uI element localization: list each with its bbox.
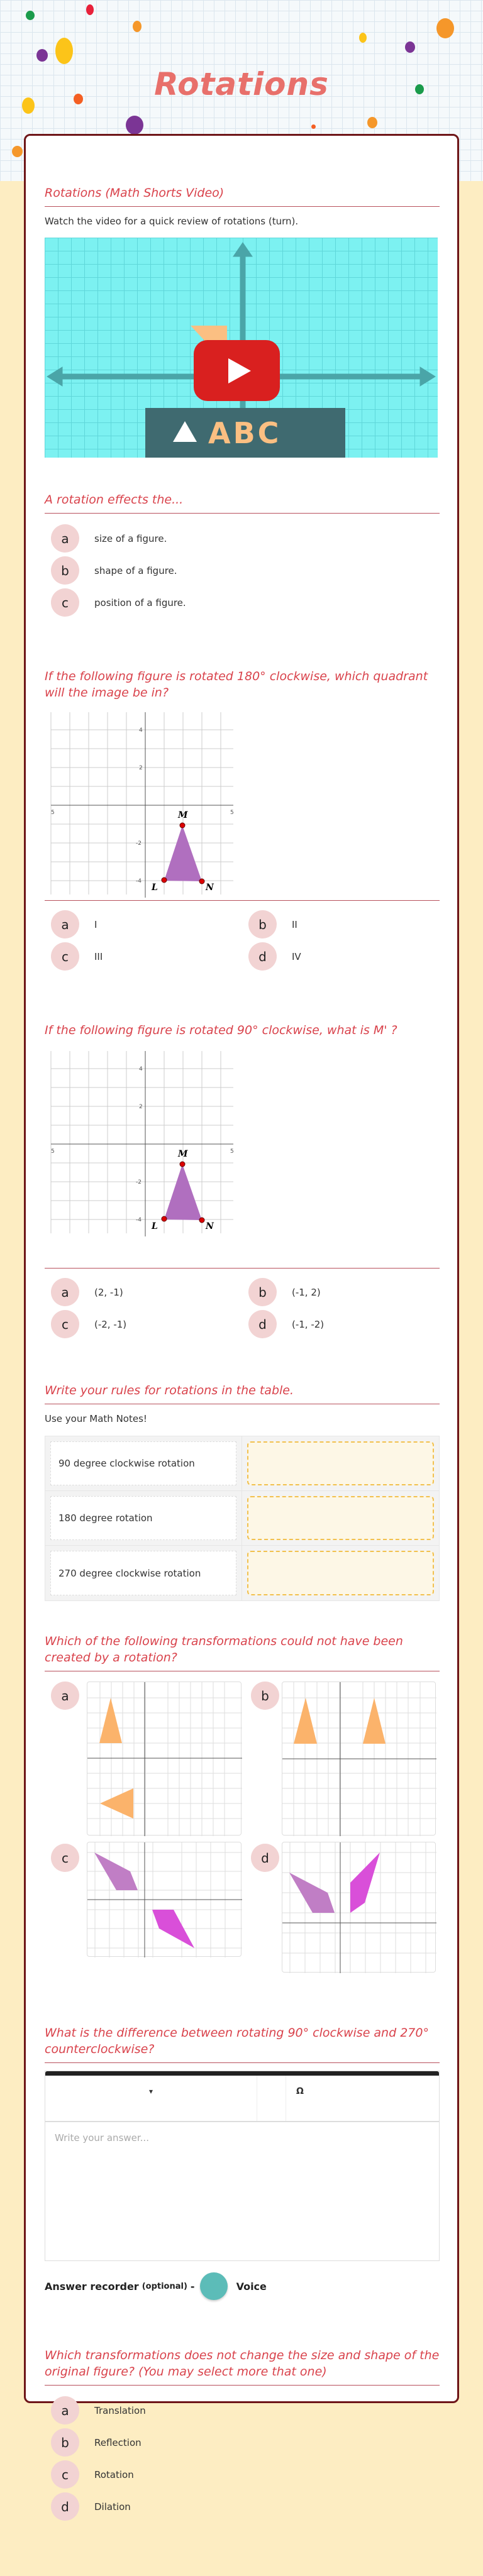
svg-text:M: M xyxy=(178,810,188,820)
table-row xyxy=(45,1546,439,1600)
chevron-down-icon: ▾ xyxy=(148,2087,153,2096)
video-thumbnail[interactable] xyxy=(45,238,438,458)
answer-option-b[interactable] xyxy=(45,554,440,586)
option-text: Translation xyxy=(94,2404,146,2416)
option-text: Dilation xyxy=(94,2501,131,2513)
rules-table xyxy=(45,1436,440,1601)
option-letter: c xyxy=(51,942,79,971)
option-letter: a xyxy=(51,1278,79,1306)
toolbar-spacer xyxy=(257,2076,286,2121)
recorder-label: Answer recorder xyxy=(45,2280,139,2293)
option-text: shape of a figure. xyxy=(94,564,177,576)
option-letter: b xyxy=(51,556,79,585)
divider xyxy=(45,1268,440,1269)
rule-answer-input[interactable] xyxy=(247,1551,434,1595)
svg-text:N: N xyxy=(206,1221,214,1231)
divider xyxy=(45,2062,440,2063)
svg-text:L: L xyxy=(152,883,158,893)
answer-option-d[interactable] xyxy=(242,940,440,972)
question-1 xyxy=(45,492,440,619)
answer-option-a[interactable] xyxy=(45,2394,440,2426)
answer-option-b[interactable] xyxy=(45,2426,440,2458)
svg-text:4: 4 xyxy=(139,1066,143,1072)
answer-option-c[interactable] xyxy=(45,2458,440,2491)
video-section xyxy=(45,185,440,227)
question-4 xyxy=(45,1382,440,1601)
answer-option-a[interactable] xyxy=(45,908,242,940)
question-5 xyxy=(45,1633,440,2008)
voice-label: Voice xyxy=(236,2280,267,2293)
recorder-dash: - xyxy=(190,2280,195,2293)
option-letter-a[interactable]: a xyxy=(51,1682,79,1710)
paint-splat xyxy=(55,38,73,64)
question-title: What is the difference between rotating 90° clockwise and 270° counterclockwise? xyxy=(45,2026,429,2056)
option-letter: a xyxy=(51,2396,79,2425)
svg-text:5: 5 xyxy=(51,810,55,816)
question-title: Write your rules for rotations in the table. xyxy=(45,1384,294,1397)
svg-text:N: N xyxy=(206,883,214,893)
thumbnail-text: ABC xyxy=(208,416,282,450)
rule-answer-input[interactable] xyxy=(247,1441,434,1485)
rule-label: 180 degree rotation xyxy=(50,1496,236,1540)
paint-splat xyxy=(405,41,415,53)
option-letter: a xyxy=(51,524,79,553)
answer-textarea[interactable]: Write your answer... xyxy=(55,2132,149,2144)
option-text: III xyxy=(94,950,103,962)
answer-recorder xyxy=(45,2272,440,2300)
paint-splat xyxy=(133,21,142,32)
paint-splat xyxy=(367,117,377,128)
question-description: Use your Math Notes! xyxy=(45,1413,147,1424)
question-title: Which of the following transformations could not have been created by a rotation? xyxy=(45,1634,403,1665)
paint-splat xyxy=(311,124,316,129)
answer-option-d[interactable] xyxy=(242,1308,440,1340)
option-text: (2, -1) xyxy=(94,1286,123,1298)
svg-text:5: 5 xyxy=(230,810,234,816)
omega-icon: Ω xyxy=(296,2086,304,2096)
answer-option-c[interactable] xyxy=(45,940,242,972)
answer-editor xyxy=(45,2071,440,2261)
svg-text:5: 5 xyxy=(51,1148,55,1155)
option-letter: d xyxy=(248,1310,277,1338)
page-title: Rotations xyxy=(154,66,329,102)
svg-text:4: 4 xyxy=(139,727,143,734)
option-letter: b xyxy=(248,1278,277,1306)
divider xyxy=(45,900,440,901)
option-text: (-1, -2) xyxy=(292,1318,325,1330)
table-row xyxy=(45,1436,439,1491)
worksheet-card xyxy=(24,134,459,2514)
svg-text:M: M xyxy=(178,1149,188,1159)
svg-text:2: 2 xyxy=(139,765,143,771)
editor-toolbar xyxy=(45,2076,439,2122)
triangle-icon xyxy=(173,421,197,442)
paint-splat xyxy=(86,4,94,15)
rule-label: 270 degree clockwise rotation xyxy=(50,1551,236,1595)
option-text: Reflection xyxy=(94,2436,142,2448)
question-title: A rotation effects the... xyxy=(45,493,184,507)
option-text: size of a figure. xyxy=(94,532,167,544)
option-text: position of a figure. xyxy=(94,597,186,608)
option-text: (-1, 2) xyxy=(292,1286,321,1298)
paint-splat xyxy=(26,11,35,20)
option-letter: d xyxy=(248,942,277,971)
svg-text:5: 5 xyxy=(230,1148,234,1155)
question-2 xyxy=(45,668,440,972)
option-letter-b[interactable]: b xyxy=(251,1682,279,1710)
recorder-optional: (optional) xyxy=(142,2281,187,2291)
divider xyxy=(45,206,440,207)
option-letter: c xyxy=(51,1310,79,1338)
divider xyxy=(45,2385,440,2386)
svg-text:-4: -4 xyxy=(136,878,142,884)
option-letter: c xyxy=(51,2460,79,2489)
option-letter: b xyxy=(248,910,277,938)
answer-option-a[interactable] xyxy=(45,522,440,554)
svg-text:2: 2 xyxy=(139,1104,143,1110)
answer-option-d[interactable] xyxy=(45,2491,440,2523)
option-text: I xyxy=(94,918,97,930)
table-row xyxy=(45,1491,439,1546)
option-d-graph[interactable] xyxy=(282,1842,436,1973)
option-c-graph[interactable] xyxy=(87,1842,242,1957)
svg-text:-2: -2 xyxy=(136,1179,142,1186)
paint-splat xyxy=(126,116,143,135)
rule-label: 90 degree clockwise rotation xyxy=(50,1441,236,1485)
answer-option-c[interactable] xyxy=(45,1308,242,1340)
question-title: If the following figure is rotated 90° clockwise, what is M' ? xyxy=(45,1023,397,1037)
option-text: IV xyxy=(292,950,301,962)
youtube-play-icon[interactable] xyxy=(194,340,280,401)
voice-record-button[interactable] xyxy=(200,2272,228,2300)
rule-answer-input[interactable] xyxy=(247,1496,434,1540)
answer-option-b[interactable] xyxy=(242,1276,440,1308)
option-a-graph[interactable] xyxy=(87,1682,242,1836)
paint-splat xyxy=(359,33,367,43)
triangle-graph xyxy=(45,706,236,898)
question-6 xyxy=(45,2025,440,2300)
option-text: Rotation xyxy=(94,2469,134,2480)
option-letter: b xyxy=(51,2428,79,2457)
question-7 xyxy=(45,2347,440,2523)
option-text: (-2, -1) xyxy=(94,1318,127,1330)
paint-splat xyxy=(436,18,454,38)
paint-splat xyxy=(12,146,23,157)
option-letter: a xyxy=(51,910,79,938)
divider xyxy=(45,513,440,514)
option-b-graph[interactable] xyxy=(282,1682,436,1836)
option-text: II xyxy=(292,918,297,930)
question-title: If the following figure is rotated 180° clockwise, which quadrant will the image be in? xyxy=(45,669,428,700)
answer-option-c[interactable] xyxy=(45,586,440,619)
svg-text:L: L xyxy=(152,1221,158,1231)
editor-top-bar xyxy=(45,2071,439,2076)
paint-splat xyxy=(36,49,48,62)
svg-text:-2: -2 xyxy=(136,840,142,847)
option-letter: c xyxy=(51,588,79,617)
section-description: Watch the video for a quick review of rotations (turn). xyxy=(45,216,299,227)
answer-option-b[interactable] xyxy=(242,908,440,940)
triangle-graph xyxy=(45,1045,236,1236)
answer-option-a[interactable] xyxy=(45,1276,242,1308)
svg-text:-4: -4 xyxy=(136,1217,142,1223)
special-characters-button[interactable] xyxy=(286,2076,304,2121)
question-3 xyxy=(45,1022,440,1340)
option-letter: d xyxy=(51,2492,79,2521)
format-dropdown[interactable] xyxy=(45,2076,257,2121)
section-title: Rotations (Math Shorts Video) xyxy=(45,186,225,200)
option-letter-c[interactable]: c xyxy=(51,1844,79,1872)
option-letter-d[interactable]: d xyxy=(251,1844,279,1872)
question-title: Which transformations does not change the size and shape of the original figure? (You may select more that one) xyxy=(45,2348,440,2379)
